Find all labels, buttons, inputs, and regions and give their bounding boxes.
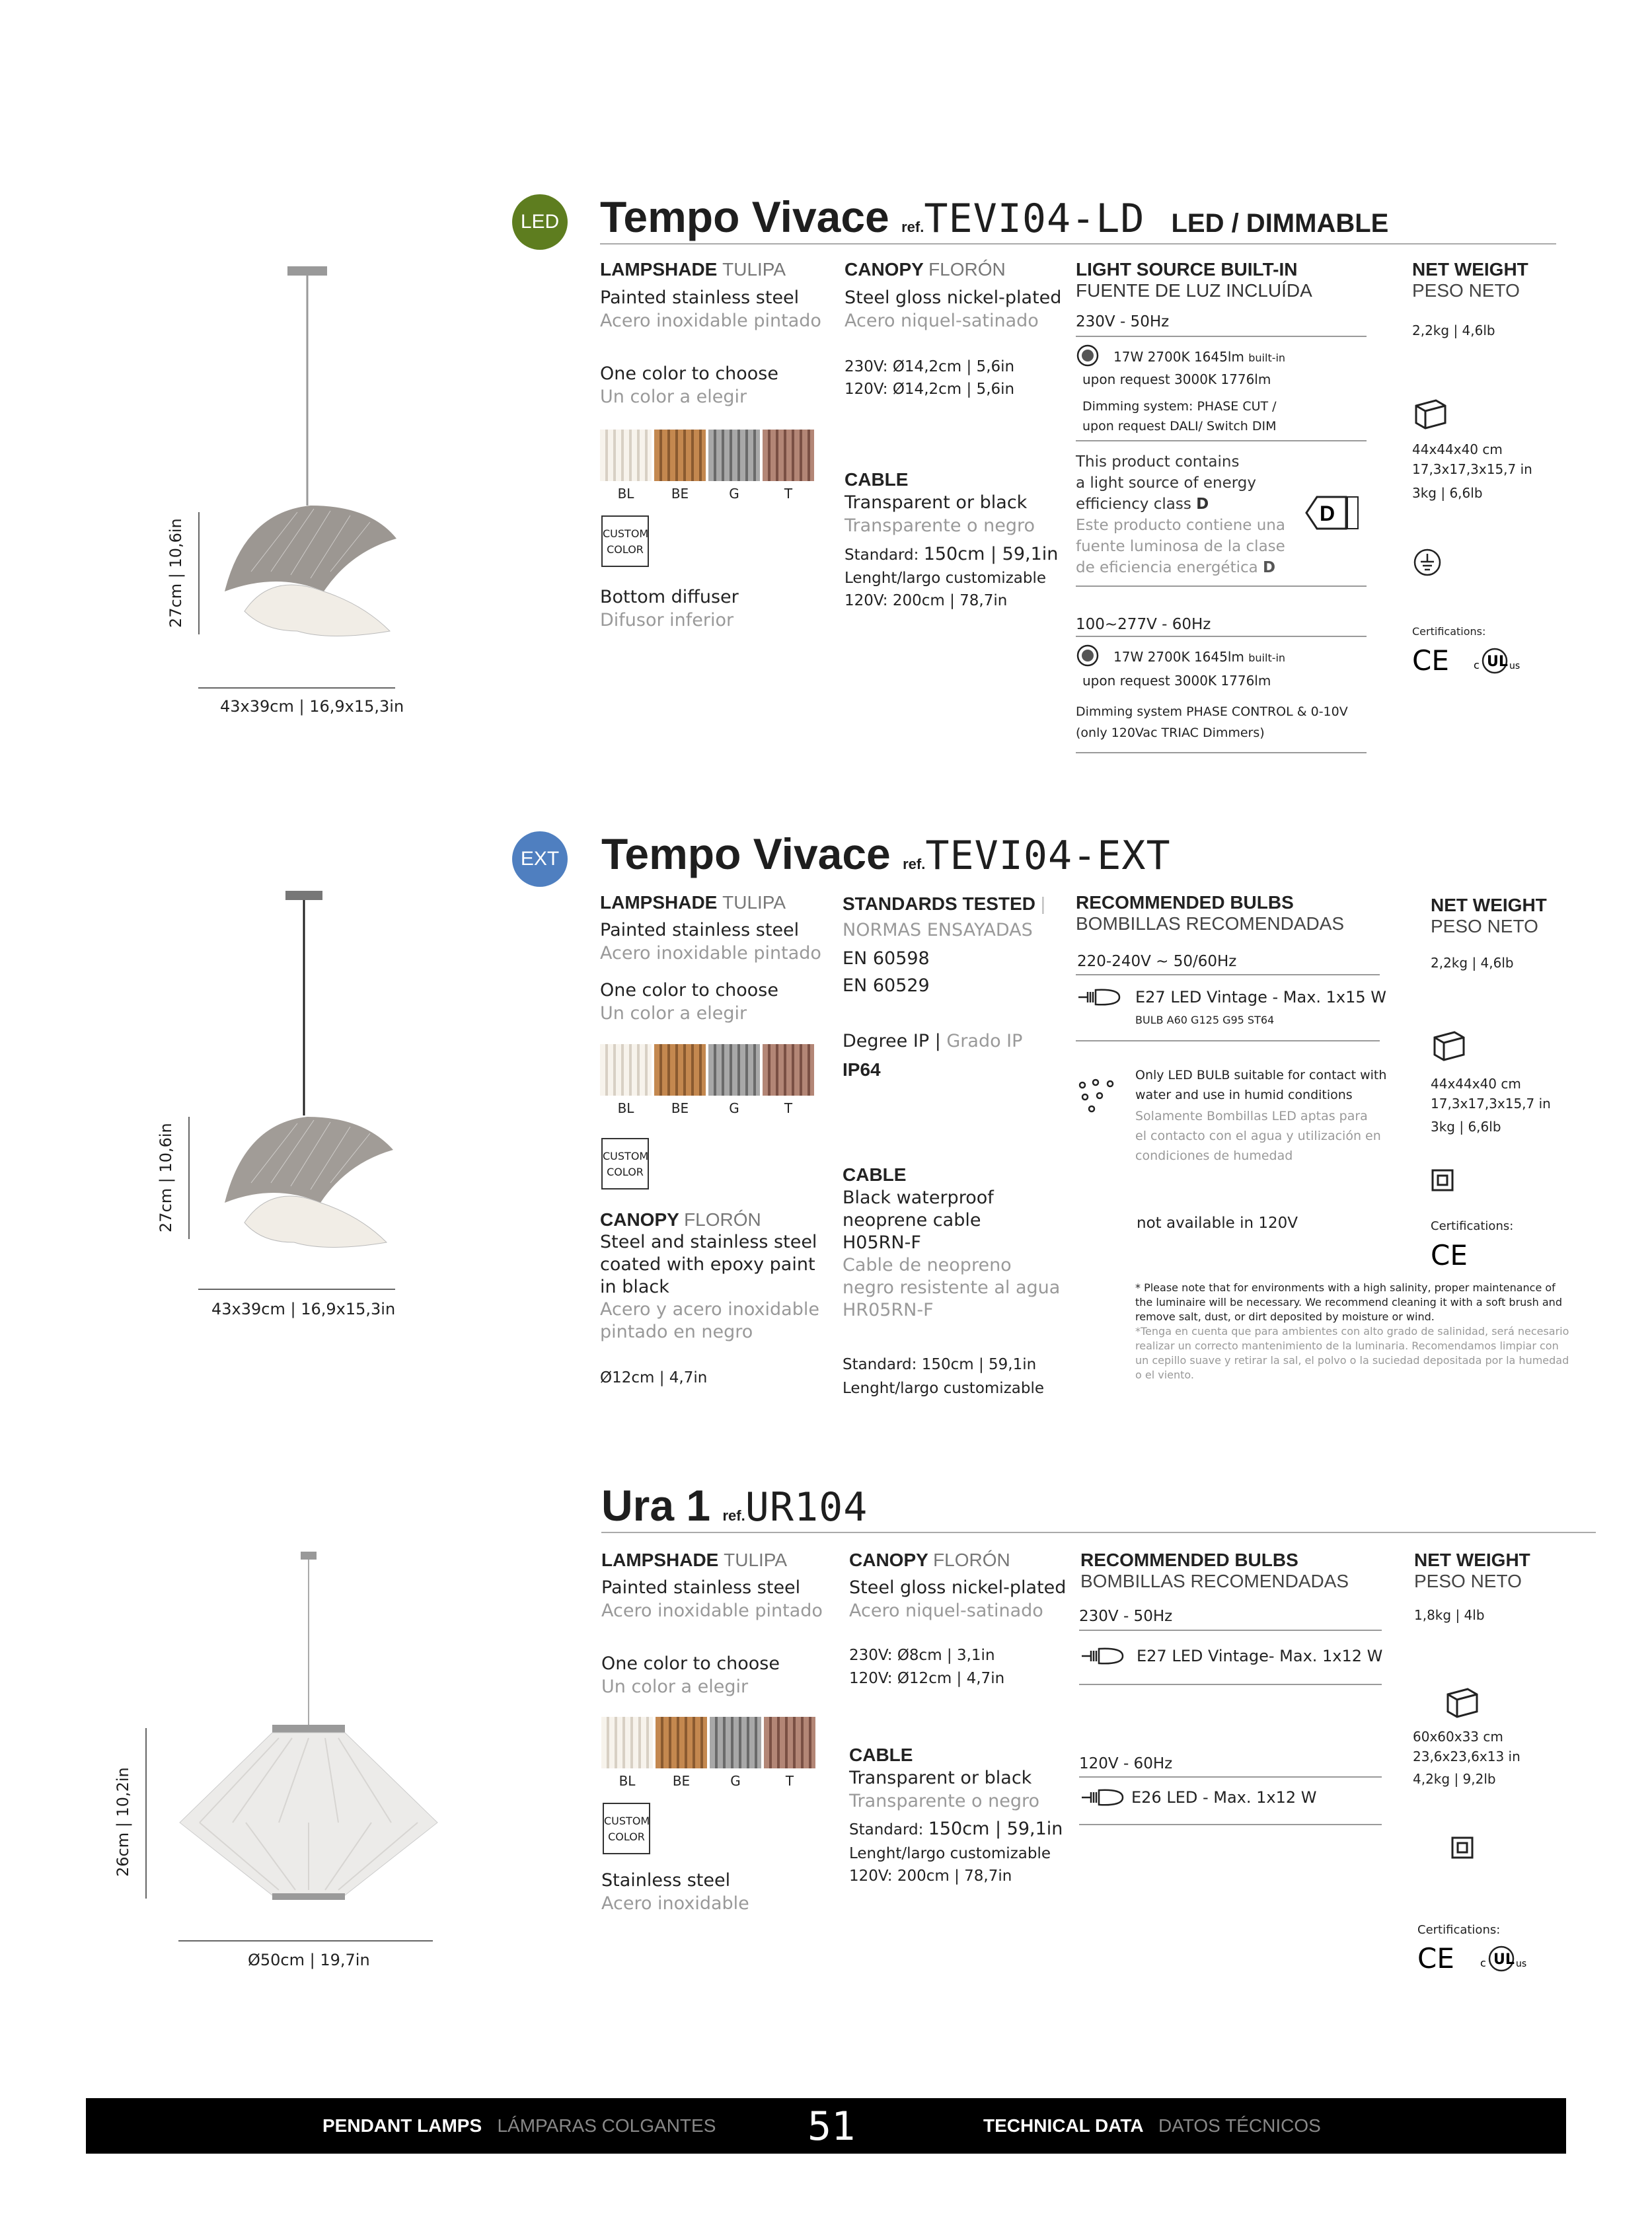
- cable-material-es: Transparente o negro: [845, 515, 1035, 536]
- lampshade-material: Painted stainless steel: [600, 920, 800, 940]
- lamp-image-tempo-vivace-ext: [198, 886, 410, 1269]
- swatch-label: T: [784, 1100, 793, 1116]
- certifications-label: Certifications:: [1431, 1219, 1514, 1233]
- voltage-100-277: 100~277V - 60Hz: [1076, 616, 1211, 633]
- cable-custom: Lenght/largo customizable: [849, 1845, 1051, 1862]
- color-choice: One color to choose: [600, 363, 778, 384]
- canopy-material-es: Acero y acero inoxidable: [600, 1299, 819, 1320]
- custom-color-box[interactable]: CUSTOM COLOR: [603, 1803, 650, 1854]
- lampshade-material: Painted stainless steel: [600, 287, 800, 308]
- svg-text:UL: UL: [1493, 1951, 1515, 1968]
- canopy-material: in black: [600, 1277, 669, 1297]
- cable-material-es: Transparente o negro: [849, 1791, 1040, 1811]
- cable-material-es: HR05RN-F: [843, 1300, 934, 1320]
- cable-custom: Lenght/largo customizable: [845, 570, 1046, 587]
- cable-120v: 120V: 200cm | 78,7in: [849, 1868, 1012, 1885]
- color-choice-es: Un color a elegir: [600, 1003, 747, 1024]
- box-dimensions: 44x44x40 cm: [1431, 1076, 1521, 1092]
- rule: [1076, 974, 1380, 975]
- svg-text:UL: UL: [1487, 654, 1508, 670]
- ip-rating: IP64: [843, 1059, 881, 1080]
- swatch-be[interactable]: [654, 1044, 706, 1096]
- swatch-t[interactable]: [763, 1044, 814, 1096]
- height-dimension: 27cm | 10,6in: [167, 518, 185, 628]
- cable-120v: 120V: 200cm | 78,7in: [845, 592, 1008, 609]
- width-dimension: 43x39cm | 16,9x15,3in: [211, 1300, 396, 1318]
- rule: [1079, 1776, 1382, 1778]
- ce-mark-icon: [1417, 1944, 1457, 1972]
- net-weight-header-es: PESO NETO: [1431, 916, 1538, 936]
- swatch-label: G: [729, 486, 739, 502]
- certifications-label: Certifications:: [1417, 1923, 1501, 1937]
- swatch-label: T: [785, 1773, 794, 1789]
- box-dimensions: 44x44x40 cm: [1412, 441, 1503, 457]
- canopy-material: coated with epoxy paint: [600, 1254, 815, 1275]
- canopy-dim-120: 120V: Ø12cm | 4,7in: [849, 1670, 1005, 1687]
- rule: [1079, 1684, 1382, 1685]
- swatch-label: BL: [617, 1100, 634, 1116]
- width-dimension: Ø50cm | 19,7in: [248, 1951, 370, 1969]
- lampshade-material: Painted stainless steel: [601, 1577, 801, 1598]
- led-badge: LED: [512, 194, 568, 250]
- canopy-header: CANOPY FLORÓN: [845, 259, 1006, 280]
- canopy-material-es: Acero niquel-satinado: [845, 311, 1039, 331]
- cable-standard: Standard: 150cm | 59,1in: [849, 1819, 1063, 1839]
- footer-section[interactable]: PENDANT LAMPS LÁMPARAS COLGANTES: [322, 2115, 716, 2136]
- cable-standard: Standard: 150cm | 59,1in: [843, 1356, 1037, 1373]
- bulbs-header: RECOMMENDED BULBS: [1080, 1550, 1298, 1570]
- cable-standard: Standard: 150cm | 59,1in: [845, 544, 1059, 564]
- ground-icon: [1412, 547, 1443, 578]
- swatch-g[interactable]: [708, 1044, 760, 1096]
- voltage-230: 230V - 50Hz: [1076, 313, 1170, 330]
- swatch-g[interactable]: [710, 1717, 761, 1768]
- bulb-spec: E26 LED - Max. 1x12 W: [1131, 1788, 1317, 1807]
- lamp-image-tempo-vivace-ld: [198, 261, 416, 658]
- bulb-spec: E27 LED Vintage - Max. 1x15 W: [1135, 988, 1387, 1006]
- lampshade-header: LAMPSHADE TULIPA: [601, 1550, 788, 1570]
- box-dimensions-in: 23,6x23,6x13 in: [1413, 1749, 1521, 1764]
- canopy-material: Steel gloss nickel-plated: [849, 1577, 1067, 1598]
- lampshade-header: LAMPSHADE TULIPA: [600, 892, 786, 913]
- led-request: upon request 3000K 1776lm: [1082, 371, 1271, 387]
- led-request: upon request 3000K 1776lm: [1082, 673, 1271, 689]
- note-line-es: realizar un correcto mantenimiento de la luminaria. Recomendamos limpiar con: [1135, 1340, 1559, 1352]
- swatch-t[interactable]: [763, 430, 814, 481]
- bottom-diffuser: Bottom diffuser: [600, 587, 739, 607]
- ext-badge: EXT: [512, 831, 568, 887]
- double-insulation-icon: [1431, 1168, 1454, 1192]
- width-dim-line: [198, 687, 395, 689]
- ul-mark-icon: [1474, 646, 1526, 675]
- rule: [1076, 1040, 1380, 1041]
- energy-label-icon: [1305, 494, 1365, 531]
- cable-material-es: Cable de neopreno: [843, 1255, 1012, 1275]
- swatch-g[interactable]: [708, 430, 760, 481]
- net-weight-header: NET WEIGHT: [1431, 895, 1547, 915]
- height-dim-line: [188, 1117, 190, 1239]
- canopy-material-es: pintado en negro: [600, 1322, 753, 1342]
- swatch-label: G: [730, 1773, 741, 1789]
- swatch-be[interactable]: [654, 430, 706, 481]
- energy-text: [1076, 451, 1285, 578]
- swatch-label: G: [729, 1100, 739, 1116]
- energy-line-es: Este producto contiene una: [1076, 517, 1285, 534]
- width-dimension: 43x39cm | 16,9x15,3in: [220, 697, 404, 716]
- height-dimension: 26cm | 10,2in: [114, 1767, 132, 1877]
- led-chip-icon: [1076, 644, 1100, 667]
- bulbs-header-es: BOMBILLAS RECOMENDADAS: [1076, 913, 1345, 934]
- swatch-label: BE: [672, 1773, 691, 1789]
- bulb-icon: [1079, 1645, 1125, 1667]
- note-line-es: *Tenga en cuenta que para ambientes con alto grado de salinidad, será necesario: [1135, 1325, 1569, 1338]
- footer-section[interactable]: TECHNICAL DATA DATOS TÉCNICOS: [983, 2115, 1321, 2136]
- custom-color-box[interactable]: CUSTOM COLOR: [601, 1138, 649, 1189]
- swatch-label: BL: [619, 1773, 636, 1789]
- double-insulation-icon: [1450, 1836, 1474, 1860]
- lampshade-material-es: Acero inoxidable pintado: [600, 943, 821, 963]
- net-weight-header: NET WEIGHT: [1414, 1550, 1530, 1570]
- cable-material: neoprene cable: [843, 1210, 981, 1230]
- led-spec: 17W 2700K 1645lm built-in: [1113, 649, 1286, 665]
- stainless-steel: Stainless steel: [601, 1870, 731, 1891]
- cable-material: Transparent or black: [849, 1768, 1032, 1788]
- lamp-image-ura-1: [173, 1546, 444, 1903]
- dimming-system: Dimming system: PHASE CUT /: [1082, 399, 1277, 414]
- rule: [1076, 752, 1367, 753]
- rule: [1079, 1630, 1382, 1631]
- cable-header: CABLE: [843, 1164, 907, 1185]
- cable-material: Transparent or black: [845, 492, 1028, 513]
- certifications-label: Certifications:: [1412, 625, 1486, 638]
- light-source-header-es: FUENTE DE LUZ INCLUÍDA: [1076, 280, 1312, 301]
- led-chip-icon: [1076, 344, 1100, 367]
- stainless-steel-es: Acero inoxidable: [601, 1893, 749, 1914]
- canopy-material: Steel and stainless steel: [600, 1232, 817, 1252]
- title-rule: [601, 1532, 1596, 1533]
- lampshade-material-es: Acero inoxidable pintado: [601, 1601, 823, 1621]
- rule: [1076, 636, 1367, 637]
- canopy-header: CANOPY FLORÓN: [600, 1209, 761, 1230]
- svg-text:CE: CE: [1412, 646, 1449, 674]
- voltage-120: 120V - 60Hz: [1079, 1755, 1173, 1772]
- energy-line: a light source of energy: [1076, 474, 1257, 492]
- note-line: the luminaire will be necessary. We recommend cleaning it with a soft brush and: [1135, 1296, 1562, 1308]
- note-line-es: o el viento.: [1135, 1369, 1195, 1381]
- swatch-bl[interactable]: [601, 1717, 653, 1768]
- net-weight: 1,8kg | 4lb: [1414, 1607, 1485, 1623]
- lampshade-material-es: Acero inoxidable pintado: [600, 311, 821, 331]
- rule: [1079, 1824, 1382, 1825]
- rule: [1076, 585, 1367, 587]
- canopy-header: CANOPY FLORÓN: [849, 1550, 1010, 1570]
- svg-text:CE: CE: [1417, 1944, 1454, 1972]
- canopy-dim-230: 230V: Ø8cm | 3,1in: [849, 1647, 995, 1664]
- width-dim-line: [198, 1289, 395, 1290]
- custom-color-box[interactable]: CUSTOM COLOR: [601, 515, 649, 567]
- svg-text:D: D: [1320, 502, 1335, 525]
- voltage: 220-240V ~ 50/60Hz: [1077, 953, 1237, 970]
- product-title: Ura 1 ref.UR104: [601, 1481, 868, 1530]
- water-drops-icon: [1076, 1077, 1122, 1114]
- box-weight: 4,2kg | 9,2lb: [1413, 1771, 1496, 1787]
- box-icon: [1444, 1682, 1481, 1719]
- bulb-types: BULB A60 G125 G95 ST64: [1135, 1014, 1275, 1026]
- standards-header: STANDARDS TESTED |: [843, 893, 1045, 914]
- box-dimensions-in: 17,3x17,3x15,7 in: [1431, 1096, 1551, 1112]
- note-line: * Please note that for environments with a high salinity, proper maintenance of: [1135, 1281, 1556, 1294]
- box-weight: 3kg | 6,6lb: [1412, 485, 1483, 501]
- standards-header-es: NORMAS ENSAYADAS: [843, 920, 1033, 940]
- canopy-dim-120: 120V: Ø14,2cm | 5,6in: [845, 381, 1015, 398]
- rule: [1076, 336, 1367, 337]
- height-dim-line: [145, 1728, 147, 1899]
- ce-mark-icon: [1412, 646, 1452, 674]
- width-dim-line: [178, 1940, 433, 1942]
- wet-note-es: Solamente Bombillas LED aptas para: [1135, 1109, 1368, 1123]
- bulb-icon: [1076, 986, 1122, 1008]
- bulb-spec: E27 LED Vintage- Max. 1x12 W: [1137, 1647, 1383, 1665]
- height-dimension: 27cm | 10,6in: [157, 1123, 175, 1232]
- dimming-note: (only 120Vac TRIAC Dimmers): [1076, 726, 1265, 740]
- svg-text:us: us: [1516, 1959, 1527, 1969]
- wet-note-es: el contacto con el agua y utilización en: [1135, 1129, 1381, 1143]
- voltage-230: 230V - 50Hz: [1079, 1608, 1173, 1625]
- dimming-system: Dimming system PHASE CONTROL & 0-10V: [1076, 704, 1348, 719]
- net-weight-header-es: PESO NETO: [1412, 280, 1520, 301]
- net-weight-header: NET WEIGHT: [1412, 259, 1528, 280]
- net-weight: 2,2kg | 4,6lb: [1431, 955, 1514, 971]
- page-number: 51: [807, 2103, 856, 2150]
- note-line-es: un cepillo suave y retirar la sal, el polvo o la suciedad depositada por la humedad: [1135, 1354, 1569, 1367]
- lampshade-header: LAMPSHADE TULIPA: [600, 259, 786, 280]
- svg-text:CE: CE: [1431, 1241, 1468, 1269]
- cable-custom: Lenght/largo customizable: [843, 1380, 1044, 1397]
- standard-60598: EN 60598: [843, 948, 930, 969]
- footer-bar: [86, 2098, 1566, 2154]
- light-source-header: LIGHT SOURCE BUILT-IN: [1076, 259, 1298, 280]
- swatch-label: BL: [617, 486, 634, 502]
- color-choice-es: Un color a elegir: [601, 1677, 749, 1697]
- svg-text:us: us: [1509, 661, 1521, 671]
- box-weight: 3kg | 6,6lb: [1431, 1119, 1501, 1135]
- energy-line-es: fuente luminosa de la clase: [1076, 538, 1285, 555]
- wet-note: Only LED BULB suitable for contact with: [1135, 1068, 1387, 1082]
- bulbs-header-es: BOMBILLAS RECOMENDADAS: [1080, 1571, 1349, 1591]
- not-available-120v: not available in 120V: [1137, 1215, 1298, 1232]
- ce-mark-icon: [1431, 1241, 1470, 1269]
- rule: [1076, 440, 1367, 441]
- canopy-dim-230: 230V: Ø14,2cm | 5,6in: [845, 358, 1015, 375]
- net-weight: 2,2kg | 4,6lb: [1412, 322, 1495, 338]
- cable-header: CABLE: [845, 469, 909, 490]
- product-title: Tempo Vivace ref.TEVI04-EXT: [601, 829, 1171, 879]
- cable-material-es: negro resistente al agua: [843, 1277, 1061, 1298]
- note-line: remove salt, dust, or dirt deposited by moisture or wind.: [1135, 1310, 1435, 1323]
- swatch-bl[interactable]: [600, 430, 652, 481]
- color-choice: One color to choose: [601, 1653, 780, 1674]
- box-dimensions: 60x60x33 cm: [1413, 1729, 1503, 1745]
- product-title: Tempo Vivace ref.TEVI04-LD LED / DIMMABLE: [600, 192, 1389, 242]
- dimming-request: upon request DALI/ Switch DIM: [1082, 419, 1277, 434]
- swatch-label: BE: [671, 486, 689, 502]
- box-icon: [1431, 1026, 1468, 1063]
- energy-line-es: de eficiencia energética D: [1076, 559, 1276, 576]
- svg-text:c: c: [1480, 1957, 1486, 1969]
- bulb-icon: [1079, 1786, 1125, 1809]
- height-dim-line: [198, 512, 200, 634]
- salinity-note: [1135, 1281, 1569, 1382]
- ul-mark-icon: [1480, 1944, 1533, 1973]
- energy-line: This product contains: [1076, 453, 1240, 471]
- wet-note: water and use in humid conditions: [1135, 1088, 1353, 1102]
- bottom-diffuser-es: Difusor inferior: [600, 610, 734, 630]
- bulbs-header: RECOMMENDED BULBS: [1076, 892, 1294, 913]
- wet-note-es: condiciones de humedad: [1135, 1149, 1293, 1163]
- color-choice-es: Un color a elegir: [600, 387, 747, 407]
- swatch-label: BE: [671, 1100, 689, 1116]
- led-spec: 17W 2700K 1645lm built-in: [1113, 349, 1286, 365]
- swatch-bl[interactable]: [600, 1044, 652, 1096]
- swatch-label: T: [784, 486, 793, 502]
- cable-header: CABLE: [849, 1745, 913, 1765]
- cable-material: Black waterproof: [843, 1188, 994, 1208]
- swatch-be[interactable]: [656, 1717, 707, 1768]
- box-icon: [1412, 394, 1449, 431]
- title-rule: [600, 243, 1556, 245]
- standard-60529: EN 60529: [843, 975, 930, 996]
- svg-text:c: c: [1474, 659, 1480, 671]
- canopy-material-es: Acero niquel-satinado: [849, 1601, 1043, 1621]
- box-dimensions-in: 17,3x17,3x15,7 in: [1412, 461, 1532, 477]
- net-weight-header-es: PESO NETO: [1414, 1571, 1522, 1591]
- cable-material: H05RN-F: [843, 1232, 921, 1253]
- swatch-t[interactable]: [764, 1717, 815, 1768]
- ip-degree: Degree IP | Grado IP: [843, 1031, 1023, 1051]
- energy-line: efficiency class D: [1076, 496, 1209, 513]
- canopy-material: Steel gloss nickel-plated: [845, 287, 1062, 308]
- canopy-dimension: Ø12cm | 4,7in: [600, 1369, 708, 1386]
- color-choice: One color to choose: [600, 980, 778, 1000]
